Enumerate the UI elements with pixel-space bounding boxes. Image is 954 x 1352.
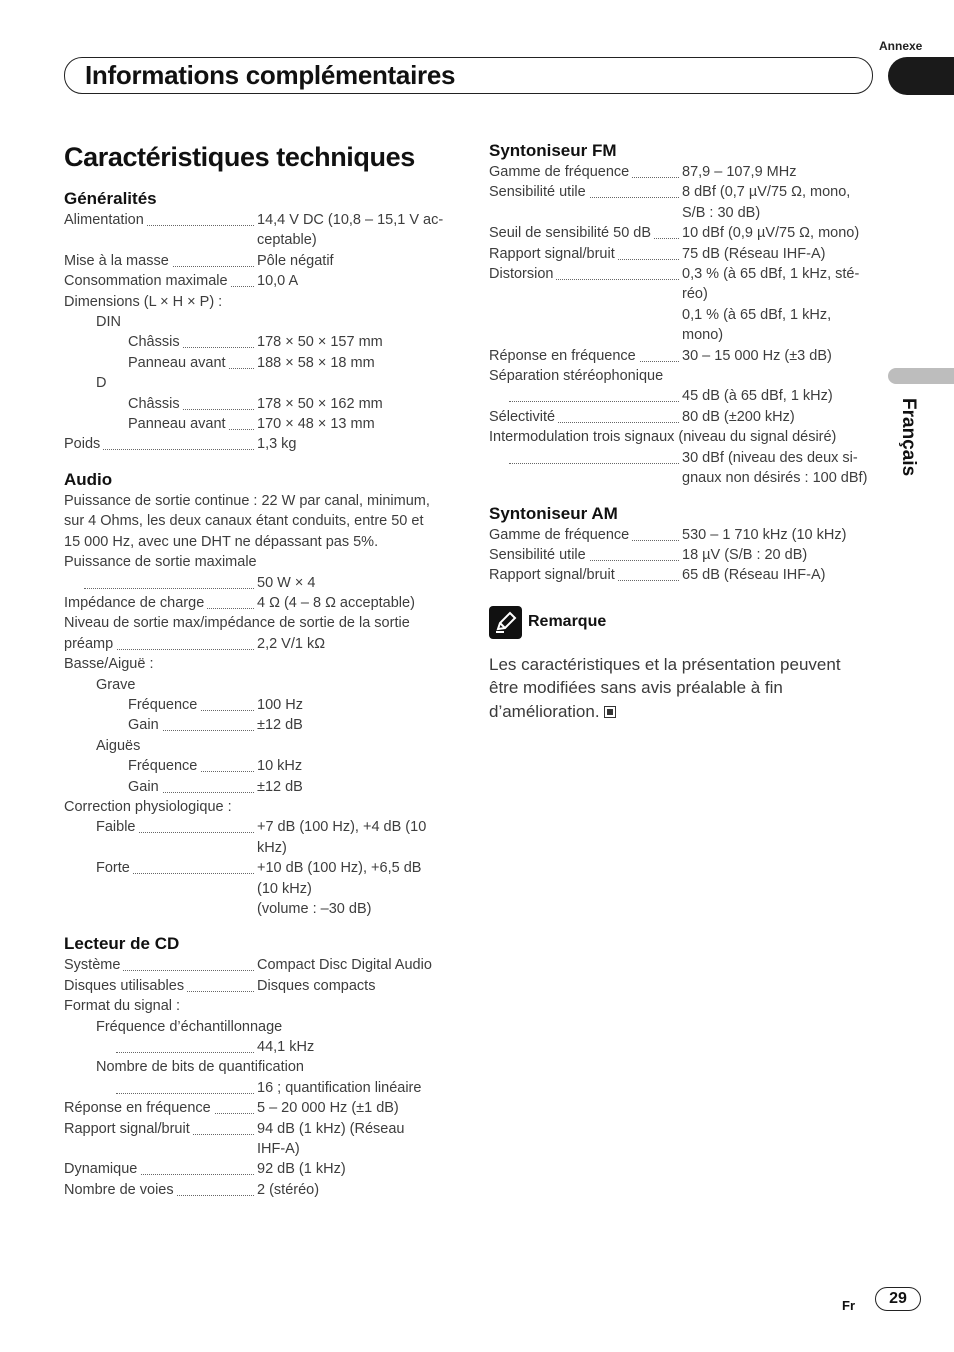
spec-value: IHF-A): [257, 1141, 300, 1158]
spec-row: [489, 525, 879, 545]
spec-value: 188 × 58 × 18 mm: [257, 354, 375, 371]
language-label: Français: [898, 398, 919, 477]
spec-row: [64, 1098, 454, 1118]
spec-value: mono): [682, 327, 724, 344]
spec-value: 45 dB (à 65 dBf, 1 kHz): [682, 388, 833, 405]
spec-label: Panneau avant: [128, 353, 229, 373]
spec-sublabel: Fréquence d’échantillonnage: [96, 1018, 283, 1035]
spec-row: [64, 353, 454, 373]
spec-label: Faible: [96, 817, 139, 837]
spec-value: S/B : 30 dB): [682, 204, 761, 221]
spec-row: [64, 634, 454, 654]
spec-row: [64, 394, 454, 414]
header-tab-marker: [888, 57, 954, 95]
spec-value: 50 W × 4: [257, 574, 316, 591]
spec-label: Sensibilité utile: [489, 182, 589, 202]
footer-language: Fr: [842, 1298, 855, 1313]
spec-value: 18 µV (S/B : 20 dB): [682, 546, 808, 563]
spec-label: Nombre de voies: [64, 1180, 177, 1200]
spec-label: Sélectivité: [489, 407, 558, 427]
spec-label: Réponse en fréquence: [64, 1098, 214, 1118]
spec-label: Gain: [128, 777, 162, 797]
spec-row: [64, 1119, 454, 1160]
spec-label: Rapport signal/bruit: [64, 1119, 193, 1139]
section-generalites: [64, 188, 454, 455]
spec-label: Sensibilité utile: [489, 545, 589, 565]
spec-label: Mise à la masse: [64, 251, 172, 271]
spec-value: 44,1 kHz: [257, 1039, 315, 1056]
spec-value: ±12 dB: [257, 778, 303, 795]
spec-value: +7 dB (100 Hz), +4 dB (10: [257, 819, 427, 836]
spec-row: [489, 346, 879, 366]
spec-label: Distorsion: [489, 264, 556, 284]
spec-row: [489, 223, 879, 243]
spec-value: ±12 dB: [257, 717, 303, 734]
header-title: Informations complémentaires: [85, 60, 456, 90]
spec-label: Fréquence: [128, 756, 200, 776]
spec-value: 65 dB (Réseau IHF-A): [682, 567, 826, 584]
spec-value: Disques compacts: [257, 977, 376, 994]
spec-row: [64, 251, 454, 271]
spec-value: 8 dBf (0,7 µV/75 Ω, mono,: [682, 184, 851, 201]
spec-value: 178 × 50 × 162 mm: [257, 395, 383, 412]
left-column: [64, 140, 454, 1214]
spec-value: (10 kHz): [257, 880, 312, 897]
section-title: Généralités: [64, 189, 157, 208]
spec-label: Basse/Aiguë :: [64, 656, 154, 673]
spec-row: [64, 434, 454, 454]
spec-value: 100 Hz: [257, 696, 303, 713]
spec-label: Puissance de sortie maximale: [64, 554, 257, 571]
spec-value: 2,2 V/1 kΩ: [257, 635, 326, 652]
spec-row: [64, 955, 454, 975]
spec-label: Poids: [64, 434, 103, 454]
page-title: Caractéristiques techniques: [64, 142, 415, 172]
note-header: [489, 606, 879, 639]
spec-row: [64, 817, 454, 858]
spec-label: Dimensions (L × H × P) :: [64, 293, 223, 310]
page-number: 29: [875, 1287, 921, 1311]
spec-paragraph: Puissance de sortie continue : 22 W par canal, minimum, sur 4 Ohms, les deux canaux étant conduits, entre 50 et 15 000 Hz, avec une DHT ne dépassant pas 5%.: [64, 492, 430, 550]
header-banner: [64, 57, 873, 94]
spec-row: [489, 448, 879, 489]
spec-value: 0,3 % (à 65 dBf, 1 kHz, sté-: [682, 266, 860, 283]
spec-value: 92 dB (1 kHz): [257, 1161, 346, 1178]
spec-label: Gamme de fréquence: [489, 525, 632, 545]
spec-row: [64, 1159, 454, 1179]
spec-value: gnaux non désirés : 100 dBf): [682, 470, 868, 487]
spec-label: Rapport signal/bruit: [489, 565, 618, 585]
pencil-note-icon: [489, 606, 522, 639]
spec-value: 178 × 50 × 157 mm: [257, 334, 383, 351]
spec-value: 87,9 – 107,9 MHz: [682, 164, 797, 180]
spec-label: Dynamique: [64, 1159, 140, 1179]
spec-row: [64, 332, 454, 352]
spec-value: Pôle négatif: [257, 252, 334, 269]
spec-label: Réponse en fréquence: [489, 346, 639, 366]
spec-value: 2 (stéréo): [257, 1181, 320, 1198]
note-title: Remarque: [528, 613, 607, 631]
spec-value: Compact Disc Digital Audio: [257, 957, 432, 974]
spec-row: [64, 777, 454, 797]
spec-row: [489, 407, 879, 427]
spec-label: Niveau de sortie max/impédance de sortie de la sortie: [64, 615, 410, 632]
spec-row: [489, 182, 879, 223]
spec-row: [489, 545, 879, 565]
spec-value: 16 ; quantification linéaire: [257, 1079, 422, 1096]
spec-value: 170 × 48 × 13 mm: [257, 416, 375, 433]
spec-row: [489, 162, 879, 182]
spec-sublabel: Aiguës: [96, 737, 141, 754]
spec-row: [64, 1078, 454, 1098]
spec-value: 30 dBf (niveau des deux si-: [682, 449, 858, 466]
spec-label: Gamme de fréquence: [489, 162, 632, 182]
language-tab-marker: [888, 368, 954, 384]
spec-label: Correction physiologique :: [64, 798, 232, 815]
spec-label: Panneau avant: [128, 414, 229, 434]
spec-row: [64, 1180, 454, 1200]
spec-row: [64, 210, 454, 251]
spec-label: Fréquence: [128, 695, 200, 715]
section-am: [489, 503, 879, 586]
note-body: [489, 653, 861, 724]
spec-label: Consommation maximale: [64, 271, 231, 291]
section-fm: [489, 140, 879, 489]
spec-value: ceptable): [257, 232, 317, 249]
spec-label: Format du signal :: [64, 998, 181, 1015]
spec-row: [64, 1037, 454, 1057]
spec-label: Rapport signal/bruit: [489, 244, 618, 264]
section-audio: [64, 469, 454, 920]
section-title: Syntoniseur FM: [489, 141, 617, 160]
spec-label: Système: [64, 955, 123, 975]
spec-value: 30 – 15 000 Hz (±3 dB): [682, 347, 832, 364]
spec-row: [64, 695, 454, 715]
spec-value: réo): [682, 286, 708, 303]
spec-value: 530 – 1 710 kHz (10 kHz): [682, 526, 847, 543]
spec-row: [64, 756, 454, 776]
section-title: Syntoniseur AM: [489, 503, 618, 523]
spec-label: Seuil de sensibilité 50 dB: [489, 223, 654, 243]
spec-row: [64, 715, 454, 735]
section-cd: [64, 933, 454, 1200]
spec-label: Châssis: [128, 394, 183, 414]
end-mark-icon: [604, 706, 616, 718]
note-text: Les caractéristiques et la présentation peuvent être modifiées sans avis préalable à fin d’amélioration.: [489, 654, 841, 721]
spec-value: (volume : –30 dB): [257, 901, 372, 917]
spec-row: [489, 244, 879, 264]
spec-sublabel: Nombre de bits de quantification: [96, 1059, 304, 1076]
spec-label: Séparation stéréophonique: [489, 368, 664, 385]
spec-value: 14,4 V DC (10,8 – 15,1 V ac-: [257, 212, 444, 228]
spec-sublabel: DIN: [96, 314, 121, 331]
spec-row: [64, 976, 454, 996]
spec-label: Intermodulation trois signaux (niveau du signal désiré): [489, 429, 837, 446]
spec-row: [64, 593, 454, 613]
spec-value: 75 dB (Réseau IHF-A): [682, 245, 826, 262]
spec-value: 0,1 % (à 65 dBf, 1 kHz,: [682, 306, 832, 323]
spec-label: Châssis: [128, 332, 183, 352]
spec-row: [489, 565, 879, 585]
spec-row: [489, 386, 879, 406]
spec-row: [64, 271, 454, 291]
spec-label: Disques utilisables: [64, 976, 187, 996]
spec-row: [64, 573, 454, 593]
spec-label: Forte: [96, 858, 133, 878]
spec-label: Gain: [128, 715, 162, 735]
spec-label: préamp: [64, 634, 116, 654]
spec-row: [489, 264, 879, 346]
spec-label: Impédance de charge: [64, 593, 207, 613]
spec-value: 4 Ω (4 – 8 Ω acceptable): [257, 594, 415, 611]
spec-value: +10 dB (100 Hz), +6,5 dB: [257, 860, 422, 877]
spec-value: 94 dB (1 kHz) (Réseau: [257, 1120, 405, 1137]
spec-value: 1,3 kg: [257, 436, 297, 453]
spec-value: 80 dB (±200 kHz): [682, 408, 795, 425]
annexe-label: Annexe: [879, 39, 923, 53]
spec-value: kHz): [257, 839, 287, 856]
section-title: Lecteur de CD: [64, 934, 180, 954]
spec-label: Alimentation: [64, 210, 147, 230]
spec-sublabel: Grave: [96, 676, 136, 693]
section-title: Audio: [64, 469, 113, 489]
spec-row: [64, 858, 454, 919]
spec-row: [64, 414, 454, 434]
spec-sublabel: D: [96, 375, 107, 392]
spec-value: 5 – 20 000 Hz (±1 dB): [257, 1100, 399, 1117]
right-column: [489, 140, 879, 723]
spec-value: 10,0 A: [257, 273, 299, 290]
spec-value: 10 kHz: [257, 758, 303, 775]
spec-value: 10 dBf (0,9 µV/75 Ω, mono): [682, 225, 860, 242]
